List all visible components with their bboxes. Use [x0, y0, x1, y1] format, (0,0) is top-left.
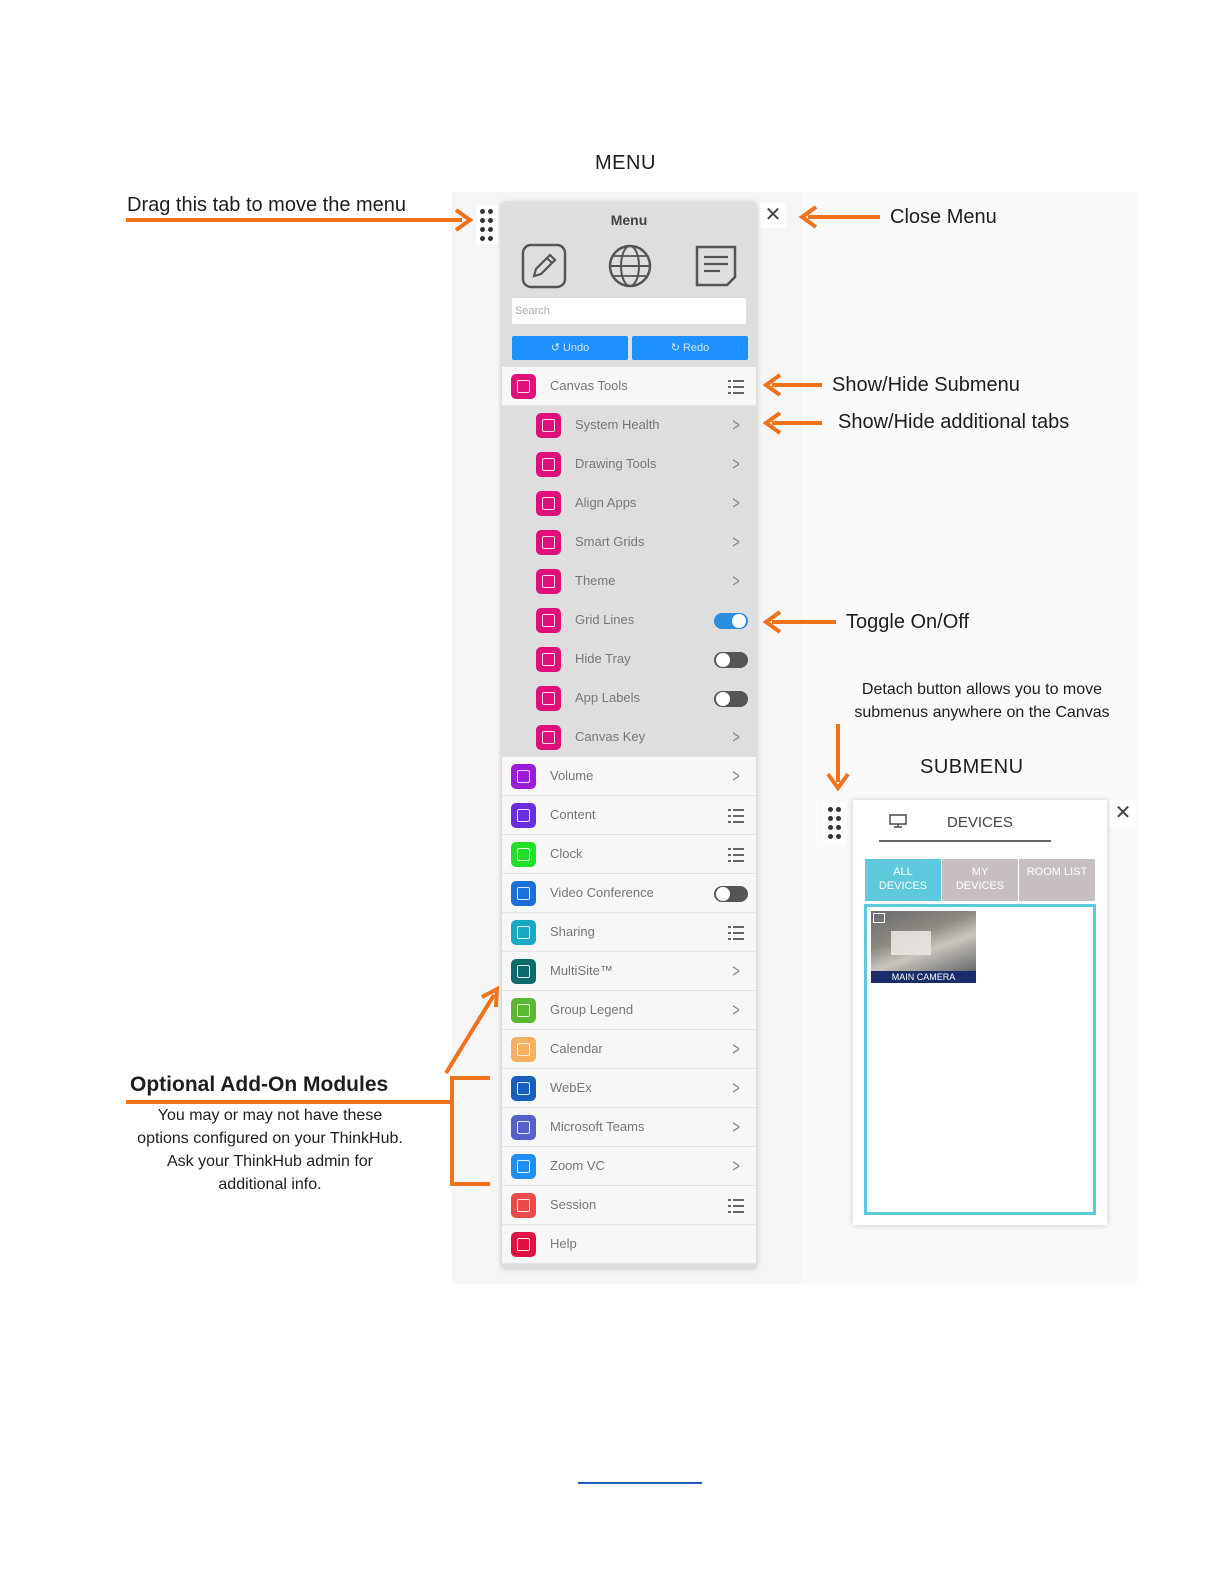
menu-item-label: Sharing — [550, 924, 595, 939]
list-icon — [728, 848, 744, 862]
menu-item-content[interactable] — [502, 796, 756, 835]
submenu-toggle-button[interactable] — [725, 377, 747, 397]
show-hide-tabs-annotation: Show/Hide additional tabs — [838, 411, 1070, 433]
close-arrow-head — [796, 205, 820, 229]
menu-item-canvas-key[interactable] — [502, 718, 756, 757]
canvas-key-icon — [536, 725, 561, 750]
menu-item-calendar[interactable] — [502, 1030, 756, 1069]
calendar-icon — [511, 1037, 536, 1062]
menu-panel — [502, 203, 756, 1268]
detach-arrow-head — [826, 770, 850, 794]
menu-item-smart-grids[interactable] — [502, 523, 756, 562]
menu-item-label: Theme — [575, 573, 616, 588]
toggle-knob — [732, 614, 746, 628]
submenu-drag-handle[interactable] — [823, 802, 847, 844]
optional-line-4: additional info. — [218, 1176, 322, 1193]
clock-icon — [511, 842, 536, 867]
notes-icon[interactable] — [693, 243, 739, 289]
menu-search-input[interactable]: Search — [512, 298, 746, 324]
hide-tray-icon — [536, 647, 561, 672]
toggle-knob — [716, 653, 730, 667]
menu-item-label: Video Conference — [550, 885, 654, 900]
toggle-switch[interactable] — [714, 613, 748, 629]
volume-icon — [511, 764, 536, 789]
menu-item-label: Session — [550, 1197, 597, 1212]
app-labels-icon — [536, 686, 561, 711]
chevron-right-icon[interactable]: > — [732, 1000, 740, 1020]
menu-item-label: Canvas Tools — [550, 378, 628, 393]
optional-line-3: Ask your ThinkHub admin for — [166, 1153, 373, 1170]
submenu-panel — [853, 800, 1107, 1225]
device-label: MAIN CAMERA — [871, 971, 976, 983]
menu-item-label: Group Legend — [550, 1002, 634, 1017]
sharing-icon — [511, 920, 536, 945]
optional-line-1: You may or may not have these — [157, 1107, 383, 1124]
menu-item-label: WebEx — [550, 1080, 592, 1095]
list-icon — [728, 809, 744, 823]
submenu-toggle-button[interactable] — [725, 923, 747, 943]
toggle-annotation: Toggle On/Off — [846, 611, 970, 633]
device-thumbnail-main-camera[interactable] — [871, 911, 976, 983]
menu-item-label: System Health — [575, 417, 660, 432]
redo-icon: ↻ — [670, 342, 683, 354]
submenu-toggle-button[interactable] — [725, 806, 747, 826]
menu-item-label: Hide Tray — [575, 651, 631, 666]
menu-item-grid-lines[interactable] — [502, 601, 756, 640]
detach-line-1: Detach button allows you to move — [861, 681, 1103, 698]
submenu-title: DEVICES — [947, 814, 1013, 831]
menu-title: Menu — [610, 212, 648, 228]
tab-all-devices-line2: DEVICES — [878, 880, 928, 892]
toggle-switch[interactable] — [714, 886, 748, 902]
submenu-title-underline — [879, 840, 1051, 842]
menu-item-label: Canvas Key — [575, 729, 646, 744]
footer-link-line[interactable] — [578, 1482, 702, 1484]
menu-item-drawing-tools[interactable] — [502, 445, 756, 484]
bracket-vertical — [450, 1076, 454, 1186]
menu-item-align-apps[interactable] — [502, 484, 756, 523]
chevron-right-icon[interactable]: > — [732, 1078, 740, 1098]
redo-button[interactable] — [632, 336, 748, 360]
theme-icon — [536, 569, 561, 594]
menu-item-label: Clock — [550, 846, 583, 861]
list-icon — [728, 1199, 744, 1213]
webex-icon — [511, 1076, 536, 1101]
chevron-right-icon[interactable]: > — [732, 493, 740, 513]
chevron-right-icon[interactable]: > — [732, 1117, 740, 1137]
menu-item-hide-tray[interactable] — [502, 640, 756, 679]
undo-icon: ↺ — [550, 342, 563, 354]
tab-my-devices[interactable] — [942, 859, 1018, 901]
submenu-toggle-button[interactable] — [725, 845, 747, 865]
align-apps-icon — [536, 491, 561, 516]
chevron-right-icon[interactable]: > — [732, 1039, 740, 1059]
menu-item-label: Calendar — [550, 1041, 603, 1056]
drag-tab-annotation: Drag this tab to move the menu — [127, 194, 407, 216]
tab-my-devices-line1: MY — [971, 866, 989, 878]
session-icon — [511, 1193, 536, 1218]
menu-item-webex[interactable] — [502, 1069, 756, 1108]
detach-annotation — [822, 678, 1142, 724]
help-icon — [511, 1232, 536, 1257]
optional-diagonal-arrow — [436, 985, 506, 1077]
chevron-right-icon[interactable]: > — [732, 1156, 740, 1176]
menu-heading: MENU — [595, 152, 656, 174]
submenu-heading: SUBMENU — [920, 756, 1024, 778]
system-health-icon — [536, 413, 561, 438]
list-icon — [728, 926, 744, 940]
menu-item-clock[interactable] — [502, 835, 756, 874]
submenu-arrow-head — [760, 373, 784, 397]
menu-item-theme[interactable] — [502, 562, 756, 601]
menu-item-label: Microsoft Teams — [550, 1119, 645, 1134]
video-conference-icon — [511, 881, 536, 906]
chevron-right-icon[interactable]: > — [732, 532, 740, 552]
pencil-icon[interactable] — [521, 243, 567, 289]
menu-item-sharing[interactable] — [502, 913, 756, 952]
chevron-right-icon[interactable]: > — [732, 415, 740, 435]
menu-item-label: App Labels — [575, 690, 641, 705]
menu-drag-handle[interactable] — [476, 205, 498, 245]
smart-grids-icon — [536, 530, 561, 555]
tab-room-list-line1: ROOM LIST — [1026, 866, 1088, 878]
bracket-bottom — [450, 1182, 490, 1186]
toggle-switch[interactable] — [714, 691, 748, 707]
chevron-right-icon[interactable]: > — [732, 727, 740, 747]
camera-badge-icon — [873, 913, 885, 923]
content-icon — [511, 803, 536, 828]
zoom-vc-icon — [511, 1154, 536, 1179]
undo-label: Undo — [562, 342, 590, 354]
globe-icon[interactable] — [607, 243, 653, 289]
menu-item-system-health[interactable] — [502, 406, 756, 445]
list-icon — [728, 380, 744, 394]
menu-item-zoom-vc[interactable] — [502, 1147, 756, 1186]
chevron-right-icon[interactable]: > — [732, 961, 740, 981]
tab-my-devices-line2: DEVICES — [955, 880, 1005, 892]
grid-lines-icon — [536, 608, 561, 633]
tab-all-devices[interactable] — [865, 859, 941, 901]
menu-item-label: Align Apps — [575, 495, 637, 510]
menu-item-help[interactable] — [502, 1225, 756, 1264]
redo-label: Redo — [682, 342, 710, 354]
tab-room-list[interactable] — [1019, 859, 1095, 901]
menu-item-canvas-tools[interactable] — [502, 367, 756, 406]
toggle-knob — [716, 692, 730, 706]
canvas-tools-icon — [511, 374, 536, 399]
close-menu-annotation: Close Menu — [890, 206, 997, 228]
menu-item-label: Content — [550, 807, 596, 822]
menu-item-session[interactable] — [502, 1186, 756, 1225]
menu-item-label: Zoom VC — [550, 1158, 605, 1173]
menu-item-label: Help — [550, 1236, 577, 1251]
undo-button[interactable] — [512, 336, 628, 360]
toggle-switch[interactable] — [714, 652, 748, 668]
tab-all-devices-line1: ALL — [893, 866, 913, 878]
menu-item-volume[interactable] — [502, 757, 756, 796]
menu-item-label: Drawing Tools — [575, 456, 657, 471]
drag-arrow-head — [452, 208, 476, 232]
camera-thumbnail-image — [891, 931, 931, 955]
menu-close-button[interactable]: ✕ — [760, 202, 786, 228]
chevron-right-icon[interactable]: > — [732, 454, 740, 474]
microsoft-teams-icon — [511, 1115, 536, 1140]
tabs-arrow-head — [760, 411, 784, 435]
toggle-knob — [716, 887, 730, 901]
menu-item-label: Volume — [550, 768, 594, 783]
optional-modules-description — [100, 1104, 440, 1196]
multisite-icon — [511, 959, 536, 984]
menu-item-label: Smart Grids — [575, 534, 645, 549]
group-legend-icon — [511, 998, 536, 1023]
detach-line-2: submenus anywhere on the Canvas — [854, 704, 1110, 721]
menu-item-video-conference[interactable] — [502, 874, 756, 913]
chevron-right-icon[interactable]: > — [732, 571, 740, 591]
menu-item-microsoft-teams[interactable] — [502, 1108, 756, 1147]
monitor-icon — [889, 814, 907, 828]
menu-item-label: Grid Lines — [575, 612, 635, 627]
show-hide-submenu-annotation: Show/Hide Submenu — [832, 374, 1020, 396]
menu-item-app-labels[interactable] — [502, 679, 756, 718]
chevron-right-icon[interactable]: > — [732, 766, 740, 786]
optional-modules-title: Optional Add-On Modules — [130, 1073, 389, 1096]
drawing-tools-icon — [536, 452, 561, 477]
submenu-toggle-button[interactable] — [725, 1196, 747, 1216]
submenu-close-button[interactable]: ✕ — [1110, 800, 1136, 826]
drag-arrow-line — [126, 218, 462, 222]
optional-line-2: options configured on your ThinkHub. — [137, 1130, 403, 1147]
menu-item-group-legend[interactable] — [502, 991, 756, 1030]
menu-item-multisite[interactable] — [502, 952, 756, 991]
menu-item-label: MultiSite™ — [550, 963, 613, 978]
toggle-arrow-head — [760, 610, 784, 634]
